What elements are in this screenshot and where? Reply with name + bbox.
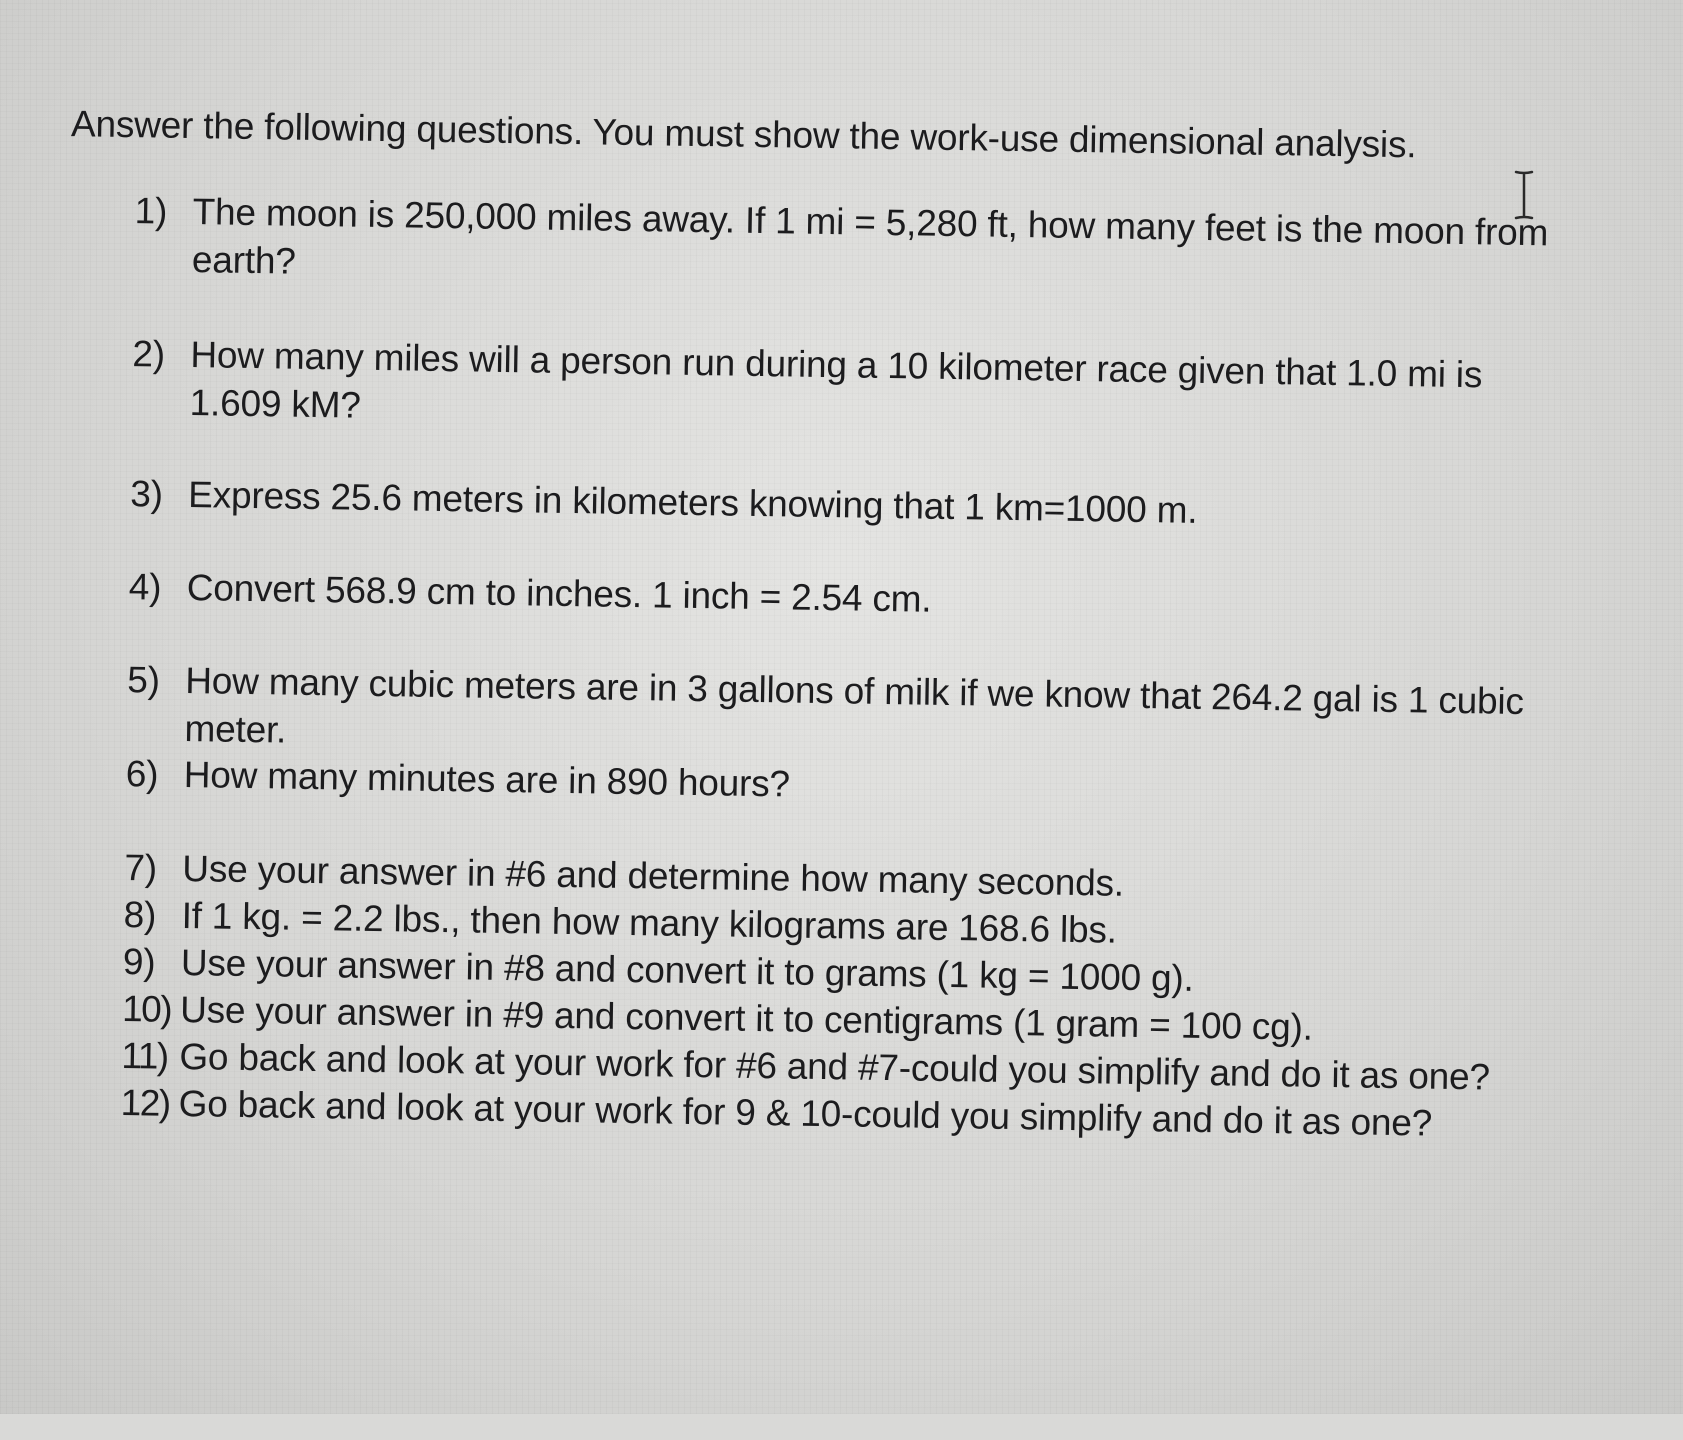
question-text: Go back and look at your work for 9 & 10-could you simplify and do it as one? xyxy=(178,1082,1433,1144)
question-number: 11) xyxy=(121,1035,168,1077)
question-item-4 xyxy=(128,563,1569,634)
question-number: 12) xyxy=(120,1082,170,1124)
question-number: 10) xyxy=(121,988,172,1030)
question-text: Go back and look at your work for #6 and #7-could you simplify and do it as one? xyxy=(179,1035,1491,1098)
question-text: Use your answer in #8 and convert it to grams (1 kg = 1000 g). xyxy=(180,941,1194,999)
question-item-3 xyxy=(130,470,1571,541)
question-text: Use your answer in #6 and determine how many seconds. xyxy=(182,847,1125,904)
question-text: Express 25.6 meters in kilometers knowing that 1 km=1000 m. xyxy=(187,474,1198,531)
question-text: How many cubic meters are in 3 gallons of milk if we know that 264.2 gal is 1 cubic meter. xyxy=(184,659,1525,751)
text-cursor-icon xyxy=(1512,170,1536,220)
question-text: Convert 568.9 cm to inches. 1 inch = 2.54 cm. xyxy=(186,567,932,620)
question-item-2 xyxy=(131,330,1572,449)
question-number: 6) xyxy=(125,753,159,795)
question-item-1 xyxy=(134,187,1575,306)
question-text: How many minutes are in 890 hours? xyxy=(183,753,791,805)
question-number: 1) xyxy=(134,190,168,232)
question-number: 4) xyxy=(128,566,162,608)
question-text: How many miles will a person run during a 10 kilometer race given that 1.0 mi is 1.609 kM? xyxy=(189,334,1483,426)
question-number: 3) xyxy=(129,473,164,515)
question-number: 8) xyxy=(123,894,157,936)
question-number: 5) xyxy=(127,659,161,701)
question-number: 7) xyxy=(124,847,158,889)
question-text: If 1 kg. = 2.2 lbs., then how many kilograms are 168.6 lbs. xyxy=(181,894,1118,951)
question-text: Use your answer in #9 and convert it to centigrams (1 gram = 100 cg). xyxy=(179,988,1314,1048)
question-text: The moon is 250,000 miles away. If 1 mi = 5,280 ft, how many feet is the moon from earth? xyxy=(191,191,1549,282)
question-number: 9) xyxy=(122,941,156,983)
instructions-text: Answer the following questions. You must show the work-use dimensional analysis. xyxy=(70,103,1417,166)
question-number: 2) xyxy=(132,333,166,375)
